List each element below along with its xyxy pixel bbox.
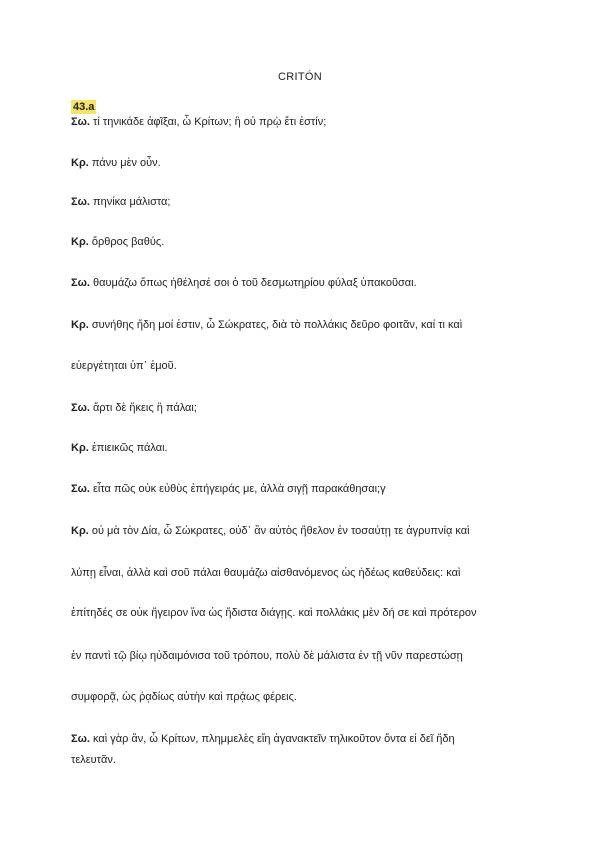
- dialogue-line: [71, 524, 531, 538]
- line-text: συμφορᾷ, ὡς ῥᾳδίως αὐτὴν καὶ πρᾴως φέρεις.: [71, 691, 297, 703]
- dialogue-line: [71, 115, 531, 129]
- line-text: ὄρθρος βαθύς.: [88, 236, 165, 248]
- section-marker: 43.a: [73, 101, 95, 113]
- document-title: CRITÓN: [278, 71, 322, 83]
- dialogue-line: [71, 732, 531, 746]
- line-text: ἐπιεικῶς πάλαι.: [88, 442, 168, 454]
- speaker-label: Σω.: [71, 733, 90, 745]
- dialogue-line: [71, 235, 531, 249]
- line-text: ἐν παντὶ τῷ βίῳ ηὐδαιμόνισα τοῦ τρόπου, πολὺ δὲ μάλιστα ἐν τῇ νῦν παρεστώσῃ: [71, 650, 463, 662]
- line-text: οὐ μὰ τὸν Δία, ὦ Σώκρατες, οὐδ᾽ ἂν αὐτὸς ἤθελον ἐν τοσαύτῃ τε ἀγρυπνίᾳ καὶ: [88, 525, 470, 537]
- line-text: πηνίκα μάλιστα;: [89, 196, 171, 208]
- speaker-label: Σω.: [71, 277, 90, 289]
- dialogue-line: [71, 649, 531, 663]
- speaker-label: Σω.: [71, 196, 90, 208]
- dialogue-line: [71, 690, 531, 704]
- dialogue-line: [71, 156, 531, 170]
- line-text: συνήθης ἤδη μοί ἐστιν, ὦ Σώκρατες, διὰ τὸ πολλάκις δεῦρο φοιτᾶν, καί τι καὶ: [88, 319, 463, 331]
- line-text: πάνυ μὲν οὖν.: [88, 157, 161, 169]
- dialogue-line: [71, 753, 531, 767]
- speaker-label: Κρ.: [71, 157, 89, 169]
- dialogue-line: [71, 482, 531, 496]
- line-text: καὶ γὰρ ἄν, ὦ Κρίτων, πλημμελὲς εἴη ἀγανακτεῖν τηλικοῦτον ὄντα εἰ δεῖ ἤδη: [89, 733, 455, 745]
- line-text: εἶτα πῶς οὐκ εὐθὺς ἐπήγειράς με, ἀλλὰ σιγῇ παρακάθησαι;γ: [89, 483, 386, 495]
- speaker-label: Κρ.: [71, 442, 89, 454]
- dialogue-line: [71, 566, 531, 580]
- speaker-label: Κρ.: [71, 319, 89, 331]
- dialogue-line: [71, 359, 531, 373]
- line-text: ἐπίτηδές σε οὐκ ἤγειρον ἵνα ὡς ἥδιστα διάγῃς. καὶ πολλάκις μὲν δή σε καὶ πρότερον: [71, 607, 477, 619]
- line-text: εὐεργέτηται ὑπ᾽ ἐμοῦ.: [71, 360, 177, 372]
- speaker-label: Σω.: [71, 402, 90, 414]
- dialogue-line: [71, 401, 531, 415]
- line-text: λύπῃ εἶναι, ἀλλὰ καὶ σοῦ πάλαι θαυμάζω αἰσθανόμενος ὡς ἡδέως καθεύδεις: καὶ: [71, 567, 461, 579]
- dialogue-line: [71, 195, 531, 209]
- dialogue-line: [71, 276, 531, 290]
- line-text: τελευτᾶν.: [71, 754, 116, 766]
- dialogue-line: [71, 441, 531, 455]
- speaker-label: Κρ.: [71, 236, 89, 248]
- speaker-label: Σω.: [71, 483, 90, 495]
- line-text: τί τηνικάδε ἀφῖξαι, ὦ Κρίτων; ἢ οὐ πρῲ ἔτι ἐστίν;: [89, 116, 327, 128]
- dialogue-line: [71, 318, 531, 332]
- speaker-label: Σω.: [71, 116, 90, 128]
- speaker-label: Κρ.: [71, 525, 89, 537]
- dialogue-line: [71, 606, 531, 620]
- line-text: ἄρτι δὲ ἥκεις ἢ πάλαι;: [89, 402, 197, 414]
- line-text: θαυμάζω ὅπως ἠθέλησέ σοι ὁ τοῦ δεσμωτηρίου φύλαξ ὑπακοῦσαι.: [89, 277, 417, 289]
